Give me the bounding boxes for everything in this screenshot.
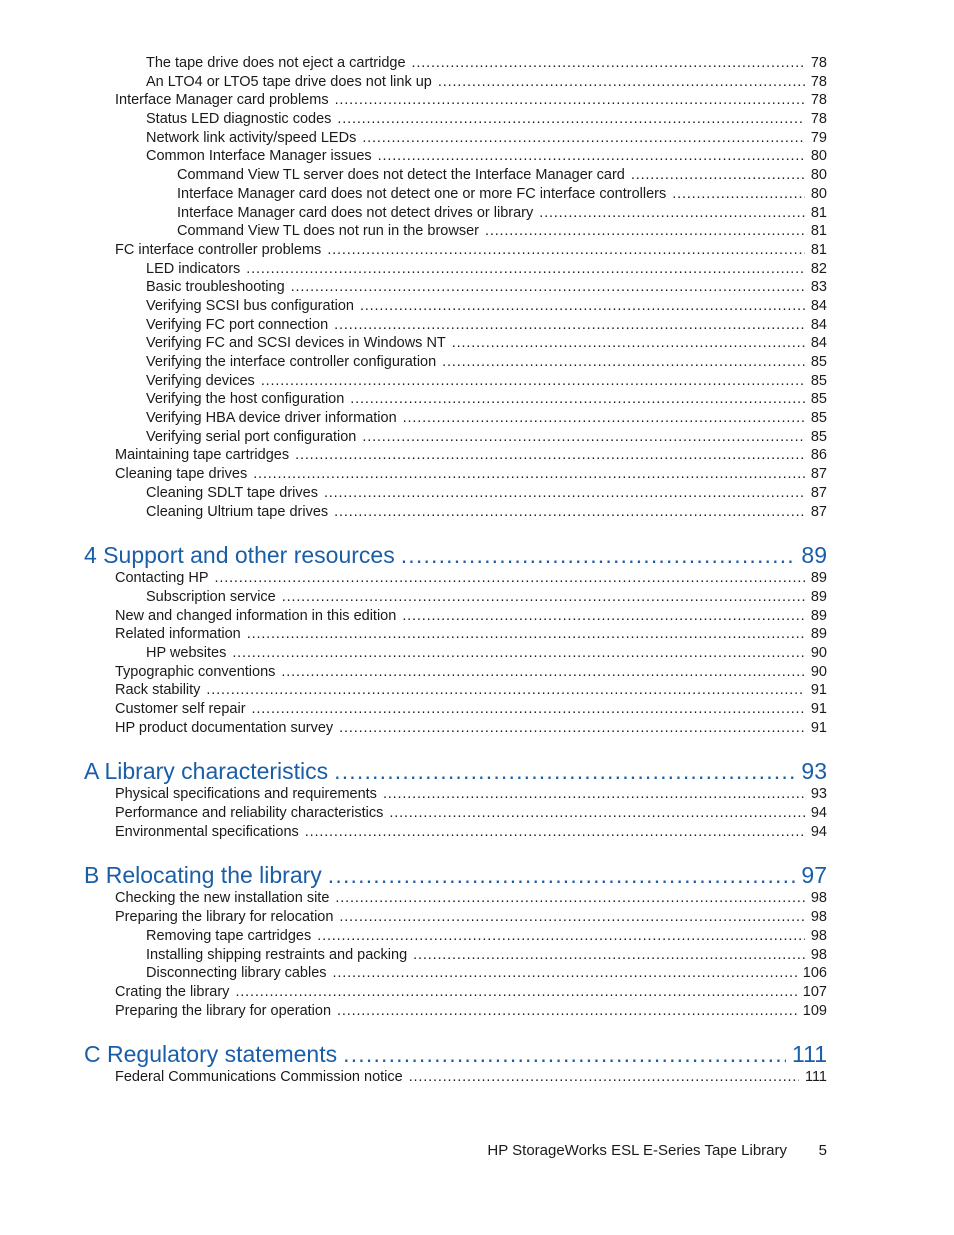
toc-entry-title: Cleaning tape drives — [115, 466, 248, 483]
toc-entry[interactable] — [0, 785, 954, 804]
dot-leader — [291, 278, 805, 297]
toc-entry[interactable] — [0, 222, 954, 241]
dot-leader — [337, 110, 804, 129]
dot-leader — [362, 129, 805, 148]
toc-entry-title: Verifying devices — [146, 372, 255, 389]
toc-entry[interactable] — [0, 625, 954, 644]
dot-leader — [389, 804, 805, 823]
toc-entry[interactable] — [0, 983, 954, 1002]
toc-entry-title: Installing shipping restraints and packing — [146, 946, 408, 963]
dot-leader — [442, 353, 805, 372]
toc-entry[interactable] — [0, 503, 954, 522]
toc-entry-title: Subscription service — [146, 588, 276, 605]
toc-entry[interactable] — [0, 166, 954, 185]
dot-leader — [402, 607, 805, 626]
dot-leader — [235, 983, 796, 1002]
toc-page-number: 80 — [810, 167, 827, 184]
dot-leader — [232, 644, 805, 663]
toc-entry-title: 4 Support and other resources — [84, 542, 395, 569]
toc-entry[interactable] — [0, 278, 954, 297]
toc-entry[interactable] — [0, 719, 954, 738]
dot-leader — [206, 681, 804, 700]
dot-leader — [246, 260, 805, 279]
footer-document-title: HP StorageWorks ESL E-Series Tape Library — [487, 1142, 787, 1159]
toc-entry[interactable] — [0, 946, 954, 965]
toc-entry[interactable] — [0, 484, 954, 503]
toc-page-number: 106 — [802, 965, 827, 982]
toc-entry[interactable] — [0, 428, 954, 447]
toc-entry[interactable] — [0, 334, 954, 353]
toc-entry[interactable] — [0, 908, 954, 927]
toc-page-number: 87 — [810, 503, 827, 520]
toc-entry-title: Verifying FC port connection — [146, 316, 329, 333]
toc-page-number: 111 — [792, 1041, 827, 1068]
toc-entry[interactable] — [0, 1068, 954, 1087]
toc-entry-title: Performance and reliability characteristics — [115, 805, 384, 822]
toc-page-number: 107 — [802, 983, 827, 1000]
dot-leader — [324, 484, 805, 503]
toc-page-number: 79 — [810, 129, 827, 146]
dot-leader — [401, 541, 796, 569]
toc-entry[interactable] — [0, 465, 954, 484]
toc-entry[interactable] — [0, 54, 954, 73]
toc-entry[interactable] — [0, 390, 954, 409]
toc-entry-title: Checking the new installation site — [115, 890, 330, 907]
toc-page-number: 89 — [810, 607, 827, 624]
toc-entry[interactable] — [0, 73, 954, 92]
toc-entry-title: FC interface controller problems — [115, 241, 322, 258]
toc-entry-title: HP websites — [146, 644, 227, 661]
dot-leader — [403, 409, 805, 428]
dot-leader — [335, 889, 804, 908]
toc-entry-title: Federal Communications Commission notice — [115, 1069, 403, 1086]
toc-entry-title: The tape drive does not eject a cartridge — [146, 55, 406, 71]
toc-entry-title: Verifying SCSI bus configuration — [146, 297, 354, 314]
dot-leader — [409, 1068, 799, 1087]
toc-page-number: 80 — [810, 148, 827, 165]
toc-entry-title: A Library characteristics — [84, 758, 329, 785]
chapter-spacer — [0, 1020, 954, 1040]
toc-entry[interactable] — [0, 681, 954, 700]
toc-entry[interactable] — [0, 964, 954, 983]
toc-page-number: 89 — [810, 626, 827, 643]
toc-entry[interactable] — [0, 804, 954, 823]
toc-entry-title: Interface Manager card does not detect drives or library — [177, 204, 534, 221]
toc-page-number: 98 — [810, 927, 827, 944]
toc-entry-title: Basic troubleshooting — [146, 279, 285, 296]
dot-leader — [631, 166, 805, 185]
dot-leader — [360, 297, 805, 316]
toc-entry-title: LED indicators — [146, 260, 241, 277]
toc-page-number: 78 — [810, 55, 827, 71]
dot-leader — [333, 964, 797, 983]
toc-entry[interactable] — [0, 927, 954, 946]
dot-leader — [282, 588, 805, 607]
toc-page-number: 78 — [810, 92, 827, 109]
toc-entry-title: Maintaining tape cartridges — [115, 447, 290, 464]
toc-entry-title: Environmental specifications — [115, 823, 299, 840]
dot-leader — [281, 663, 804, 682]
dot-leader — [334, 503, 805, 522]
dot-leader — [485, 222, 805, 241]
toc-page-number: 111 — [804, 1069, 827, 1086]
toc-page-number: 84 — [810, 316, 827, 333]
toc-entry-title: Interface Manager card problems — [115, 92, 329, 109]
toc-entry-title: Status LED diagnostic codes — [146, 111, 332, 128]
dot-leader — [335, 91, 805, 110]
toc-entry-title: Verifying FC and SCSI devices in Windows NT — [146, 335, 446, 352]
toc-page-number: 81 — [810, 204, 827, 221]
toc-entry-title: Cleaning Ultrium tape drives — [146, 503, 329, 520]
dot-leader — [317, 927, 805, 946]
toc-entry-title: Verifying the interface controller configuration — [146, 354, 437, 370]
toc-entry[interactable] — [0, 241, 954, 260]
toc-entry-title: Command View TL does not run in the browser — [177, 223, 479, 240]
toc-entry[interactable] — [0, 147, 954, 166]
toc-entry[interactable] — [0, 129, 954, 148]
toc-entry-title: Command View TL server does not detect the Interface Manager card — [177, 167, 625, 184]
toc-page-number: 97 — [801, 862, 827, 889]
toc-entry-title: Preparing the library for relocation — [115, 909, 334, 926]
dot-leader — [252, 700, 805, 719]
dot-leader — [383, 785, 805, 804]
toc-entry[interactable] — [0, 889, 954, 908]
dot-leader — [328, 861, 796, 889]
dot-leader — [327, 241, 805, 260]
toc-page-number: 85 — [810, 354, 827, 370]
toc-page-number: 85 — [810, 372, 827, 389]
toc-entry[interactable] — [0, 823, 954, 842]
toc-entry-title: Common Interface Manager issues — [146, 148, 372, 165]
toc-entry[interactable] — [0, 297, 954, 316]
toc-entry-title: Related information — [115, 626, 241, 643]
dot-leader — [343, 1040, 786, 1068]
toc-page-number: 87 — [810, 484, 827, 501]
toc-page-number: 85 — [810, 428, 827, 445]
toc-page-number: 91 — [810, 682, 827, 699]
dot-leader — [378, 147, 805, 166]
toc-entry[interactable] — [0, 446, 954, 465]
toc-entry-title: C Regulatory statements — [84, 1041, 338, 1068]
toc-entry[interactable] — [0, 204, 954, 223]
dot-leader — [452, 334, 805, 353]
toc-page-number: 98 — [810, 909, 827, 926]
toc-page-number: 81 — [810, 241, 827, 258]
toc-entry[interactable] — [0, 91, 954, 110]
toc-page-number: 82 — [810, 260, 827, 277]
chapter-spacer — [0, 737, 954, 757]
toc-entry-title: Network link activity/speed LEDs — [146, 129, 357, 146]
toc-entry[interactable] — [0, 644, 954, 663]
toc-page-number: 98 — [810, 890, 827, 907]
toc-entry[interactable] — [0, 409, 954, 428]
toc-page-number: 87 — [810, 466, 827, 483]
toc-entry-title: Interface Manager card does not detect one or more FC interface controllers — [177, 185, 667, 202]
toc-entry[interactable] — [0, 260, 954, 279]
toc-page-number: 78 — [810, 73, 827, 90]
toc-entry[interactable] — [0, 110, 954, 129]
toc-entry-title: Physical specifications and requirements — [115, 786, 377, 803]
dot-leader — [334, 757, 795, 785]
toc-entry[interactable] — [0, 588, 954, 607]
toc-page-number: 85 — [810, 391, 827, 408]
toc-page-number: 94 — [810, 805, 827, 822]
toc-chapter-heading[interactable] — [0, 1040, 954, 1068]
toc-page-number: 98 — [810, 946, 827, 963]
dot-leader — [339, 719, 805, 738]
toc-entry-title: Typographic conventions — [115, 663, 276, 680]
toc-entry-title: Contacting HP — [115, 570, 209, 587]
toc-entry-title: Cleaning SDLT tape drives — [146, 484, 318, 501]
toc-entry-title: New and changed information in this edition — [115, 607, 397, 624]
toc-page-number: 83 — [810, 279, 827, 296]
toc-page-number: 84 — [810, 335, 827, 352]
footer-page-number: 5 — [818, 1142, 827, 1159]
toc-page-number: 89 — [801, 542, 827, 569]
dot-leader — [334, 316, 805, 335]
chapter-spacer — [0, 521, 954, 541]
toc-entry-title: Removing tape cartridges — [146, 927, 312, 944]
dot-leader — [672, 185, 805, 204]
toc-page-number: 93 — [810, 786, 827, 803]
toc-chapter-heading[interactable] — [0, 541, 954, 569]
dot-leader — [215, 569, 805, 588]
dot-leader — [337, 1002, 797, 1021]
toc-entry-title: Customer self repair — [115, 701, 246, 717]
toc-chapter-heading[interactable] — [0, 757, 954, 785]
dot-leader — [412, 54, 805, 73]
dot-leader — [261, 372, 805, 391]
dot-leader — [253, 465, 805, 484]
dot-leader — [350, 390, 805, 409]
dot-leader — [305, 823, 805, 842]
dot-leader — [362, 428, 804, 447]
toc-page-number: 93 — [801, 758, 827, 785]
toc-page-number: 94 — [810, 823, 827, 840]
toc-entry-title: Verifying HBA device driver information — [146, 410, 397, 427]
toc-page-number: 91 — [810, 719, 827, 736]
toc-entry-title: Verifying serial port configuration — [146, 428, 357, 445]
toc-entry[interactable] — [0, 1002, 954, 1021]
toc-page-number: 86 — [810, 447, 827, 464]
toc-entry-title: B Relocating the library — [84, 862, 322, 889]
toc-entry-title: Preparing the library for operation — [115, 1002, 332, 1019]
page-footer — [0, 1142, 954, 1164]
toc-entry-title: HP product documentation survey — [115, 719, 334, 736]
toc-page-number: 90 — [810, 663, 827, 680]
table-of-contents — [0, 54, 954, 1087]
dot-leader — [295, 446, 805, 465]
toc-page-number: 85 — [810, 410, 827, 427]
chapter-spacer — [0, 841, 954, 861]
toc-page-number: 91 — [810, 701, 827, 717]
dot-leader — [413, 946, 805, 965]
toc-entry[interactable] — [0, 663, 954, 682]
toc-page-number: 90 — [810, 644, 827, 661]
toc-page-number: 109 — [802, 1002, 827, 1019]
toc-entry[interactable] — [0, 316, 954, 335]
dot-leader — [339, 908, 804, 927]
toc-entry[interactable] — [0, 372, 954, 391]
toc-page-number: 78 — [810, 111, 827, 128]
toc-page-number: 81 — [810, 223, 827, 240]
toc-entry-title: Rack stability — [115, 682, 201, 699]
toc-entry-title: Disconnecting library cables — [146, 965, 327, 982]
toc-entry[interactable] — [0, 700, 954, 719]
toc-entry-title: Verifying the host configuration — [146, 391, 345, 408]
toc-entry-title: An LTO4 or LTO5 tape drive does not link up — [146, 73, 432, 90]
toc-entry-title: Crating the library — [115, 983, 230, 1000]
toc-page-number: 84 — [810, 297, 827, 314]
toc-page-number: 89 — [810, 588, 827, 605]
toc-entry[interactable] — [0, 353, 954, 372]
toc-entry[interactable] — [0, 569, 954, 588]
dot-leader — [247, 625, 805, 644]
toc-entry[interactable] — [0, 607, 954, 626]
toc-page-number: 89 — [810, 570, 827, 587]
dot-leader — [438, 73, 805, 92]
dot-leader — [539, 204, 805, 223]
toc-chapter-heading[interactable] — [0, 861, 954, 889]
toc-entry[interactable] — [0, 185, 954, 204]
toc-page-number: 80 — [810, 185, 827, 202]
